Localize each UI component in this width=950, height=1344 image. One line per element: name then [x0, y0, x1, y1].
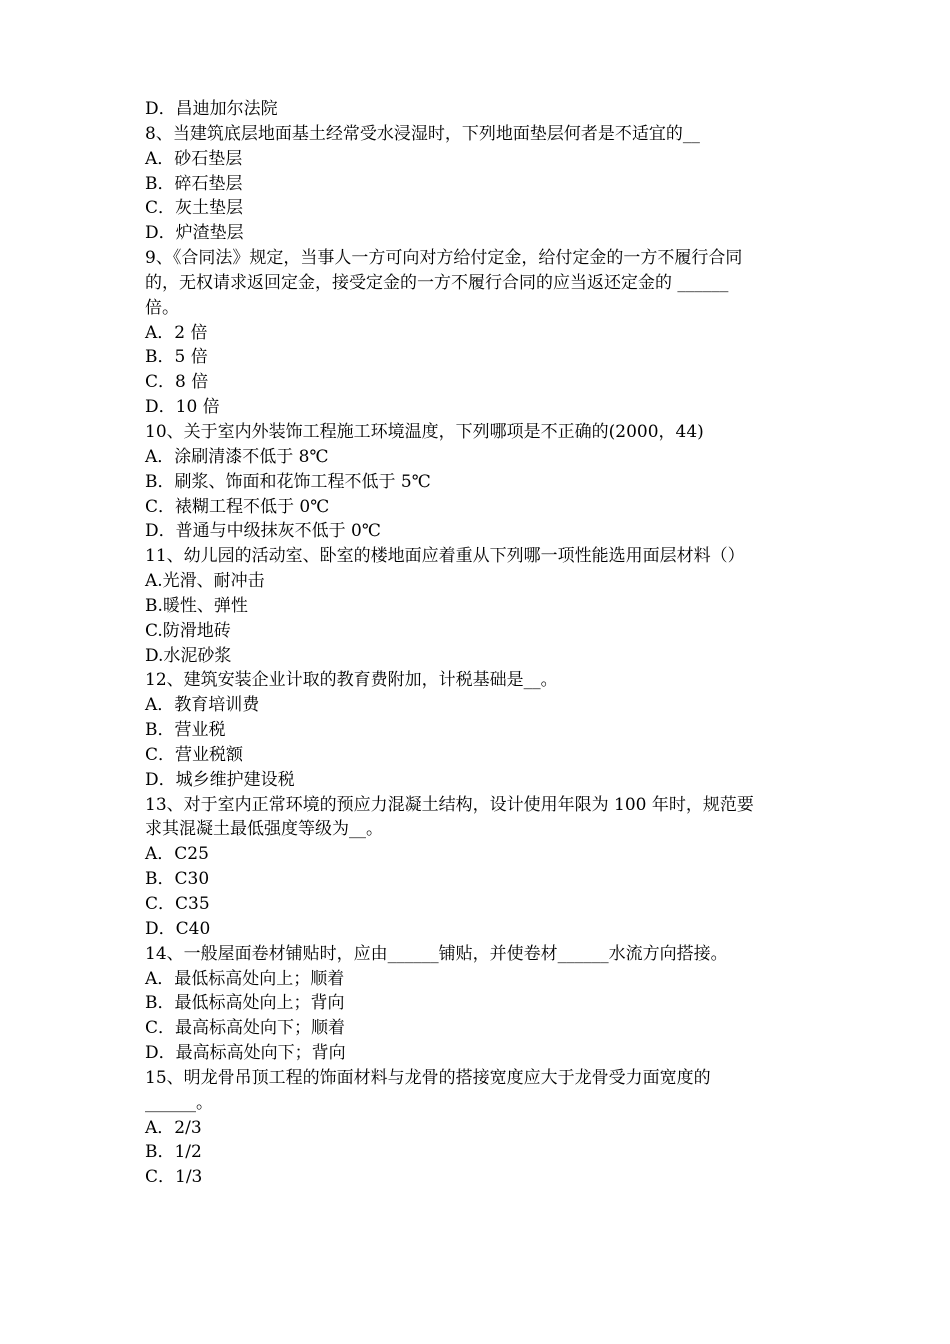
q9-option-c: C．8 倍 [145, 372, 209, 393]
question-9-stem-line-3: 倍。 [145, 297, 179, 318]
q11-option-a: A.光滑、耐冲击 [145, 571, 265, 592]
q14-option-b: B．最低标高处向上；背向 [145, 993, 345, 1014]
q15-option-b: B．1/2 [145, 1142, 202, 1163]
q8-option-d: D．炉渣垫层 [145, 223, 244, 244]
question-8-stem: 8、当建筑底层地面基土经常受水浸湿时，下列地面垫层何者是不适宜的__ [145, 123, 700, 144]
document-page [145, 97, 815, 1190]
question-13-stem-line-2: 求其混凝土最低强度等级为__。 [145, 819, 383, 840]
question-15-stem-line-1: 15、明龙骨吊顶工程的饰面材料与龙骨的搭接宽度应大于龙骨受力面宽度的 [145, 1067, 711, 1088]
question-15-stem-line-2: ______。 [145, 1092, 213, 1113]
q13-option-b: B．C30 [145, 869, 210, 890]
q8-option-c: C．灰土垫层 [145, 198, 244, 219]
q8-option-b: B．碎石垫层 [145, 173, 243, 194]
question-9-stem-line-2: 的，无权请求返回定金，接受定金的一方不履行合同的应当返还定金的 ______ [145, 272, 729, 293]
q11-option-b: B.暖性、弹性 [145, 595, 248, 616]
q9-option-d: D．10 倍 [145, 397, 220, 418]
question-9-stem-line-1: 9、《合同法》规定，当事人一方可向对方给付定金，给付定金的一方不履行合同 [145, 248, 743, 269]
option-d-q7: D．昌迪加尔法院 [145, 99, 278, 119]
question-11-stem: 11、幼儿园的活动室、卧室的楼地面应着重从下列哪一项性能选用面层材料（） [145, 546, 745, 567]
question-12-stem: 12、建筑安装企业计取的教育费附加，计税基础是__。 [145, 670, 558, 691]
q8-option-a: A．砂石垫层 [145, 148, 243, 169]
q11-option-d: D.水泥砂浆 [145, 645, 232, 666]
q10-option-b: B．刷浆、饰面和花饰工程不低于 5℃ [145, 471, 431, 492]
q13-option-d: D．C40 [145, 918, 211, 939]
q14-option-c: C．最高标高处向下；顺着 [145, 1018, 346, 1039]
q13-option-c: C．C35 [145, 894, 210, 914]
q10-option-d: D．普通与中级抹灰不低于 0℃ [145, 521, 381, 542]
q9-option-b: B．5 倍 [145, 347, 208, 368]
q14-option-a: A．最低标高处向上；顺着 [145, 968, 345, 989]
q15-option-a: A．2/3 [145, 1117, 202, 1138]
q14-option-d: D．最高标高处向下；背向 [145, 1043, 346, 1064]
q11-option-c: C.防滑地砖 [145, 620, 231, 641]
q12-option-c: C．营业税额 [145, 744, 244, 765]
question-13-stem-line-1: 13、对于室内正常环境的预应力混凝土结构，设计使用年限为 100 年时，规范要 [145, 794, 754, 815]
q12-option-a: A．教育培训费 [145, 695, 260, 716]
q10-option-c: C．裱糊工程不低于 0℃ [145, 496, 330, 517]
question-10-stem: 10、关于室内外装饰工程施工环境温度，下列哪项是不正确的(2000，44) [145, 421, 704, 442]
q15-option-c: C．1/3 [145, 1167, 203, 1188]
q9-option-a: A．2 倍 [145, 322, 208, 343]
question-14-stem: 14、一般屋面卷材铺贴时，应由______铺贴，并使卷材______水流方向搭接。 [145, 943, 728, 964]
q13-option-a: A．C25 [145, 844, 209, 865]
q12-option-d: D．城乡维护建设税 [145, 769, 295, 790]
q10-option-a: A．涂刷清漆不低于 8℃ [145, 446, 329, 467]
q12-option-b: B．营业税 [145, 720, 226, 741]
